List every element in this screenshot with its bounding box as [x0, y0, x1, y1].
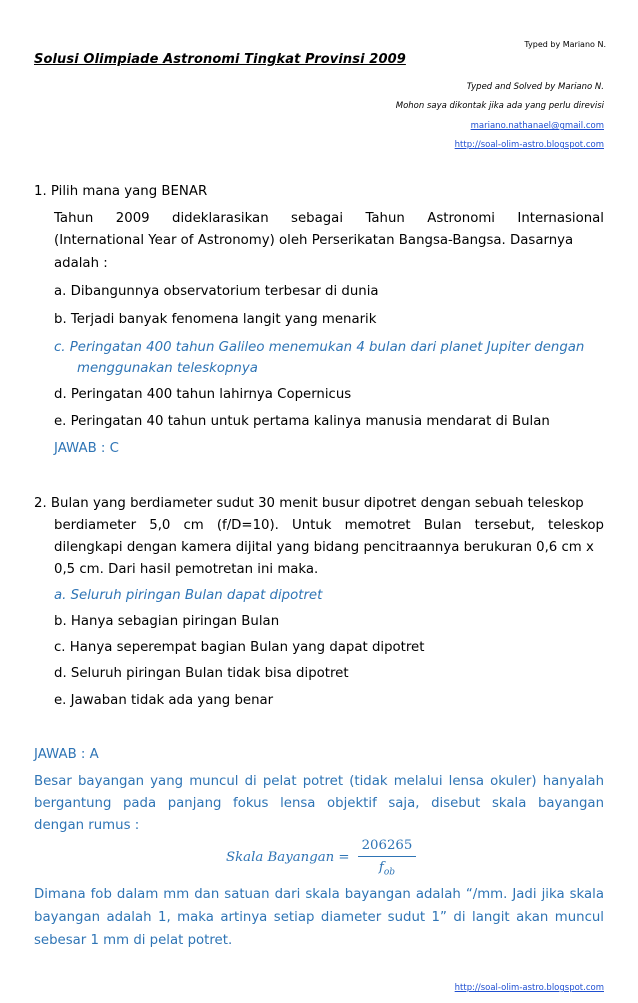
website-link[interactable]: http://soal-olim-astro.blogspot.com [454, 140, 604, 150]
q1-option-d: d. Peringatan 400 tahun lahirnya Copernicus [54, 387, 352, 402]
image-scale-formula [226, 838, 416, 878]
q1-stem-line-2: (International Year of Astronomy) oleh Perserikatan Bangsa-Bangsa. Dasarnya [54, 233, 574, 248]
q2-option-b: b. Hanya sebagian piringan Bulan [54, 614, 280, 629]
q2-explanation-line-2: bergantung pada panjang fokus lensa objektif saja, disebut skala bayangan [34, 796, 604, 811]
q2-stem-line-2: berdiameter 5,0 cm (f/D=10). Untuk memotret Bulan tersebut, teleskop [54, 518, 604, 533]
q1-option-c-line-2: menggunakan teleskopnya [77, 361, 258, 376]
q2-explanation-line-6: sebesar 1 mm di pelat potret. [34, 933, 233, 948]
formula-denominator-subscript: ob [383, 867, 396, 878]
q2-option-e: e. Jawaban tidak ada yang benar [54, 693, 274, 708]
formula-denominator [379, 857, 395, 878]
q2-option-c: c. Hanya seperempat bagian Bulan yang dapat dipotret [54, 640, 425, 655]
q1-option-a: a. Dibangunnya observatorium terbesar di dunia [54, 284, 379, 299]
q2-stem-line-3: dilengkapi dengan kamera dijital yang bidang pencitraannya berukuran 0,6 cm x [54, 540, 594, 555]
formula-numerator: 206265 [358, 838, 417, 857]
q2-option-a: a. Seluruh piringan Bulan dapat dipotret [54, 588, 323, 603]
q2-explanation-line-1: Besar bayangan yang muncul di pelat potret (tidak melalui lensa okuler) hanyalah [34, 774, 604, 789]
q1-answer: JAWAB : C [54, 441, 119, 456]
q2-stem-line-4: 0,5 cm. Dari hasil pemotretan ini maka. [54, 562, 319, 577]
q1-heading: 1. Pilih mana yang BENAR [34, 184, 208, 199]
q2-option-d: d. Seluruh piringan Bulan tidak bisa dipotret [54, 666, 349, 681]
q1-option-b: b. Terjadi banyak fenomena langit yang menarik [54, 312, 377, 327]
q1-stem-line-3: adalah : [54, 256, 108, 271]
revision-note: Mohon saya dikontak jika ada yang perlu direvisi [395, 101, 604, 111]
footer-website-link[interactable]: http://soal-olim-astro.blogspot.com [454, 983, 604, 993]
q2-explanation-line-5: bayangan adalah 1, maka artinya setiap diameter sudut 1” di langit akan muncul [34, 910, 604, 925]
q2-answer: JAWAB : A [34, 747, 99, 762]
q1-option-c-line-1: c. Peringatan 400 tahun Galileo menemukan 4 bulan dari planet Jupiter dengan [54, 340, 585, 355]
q1-stem-line-1: Tahun 2009 dideklarasikan sebagai Tahun Astronomi Internasional [54, 211, 604, 226]
q1-option-e: e. Peringatan 40 tahun untuk pertama kalinya manusia mendarat di Bulan [54, 414, 550, 429]
author-line: Typed and Solved by Mariano N. [466, 82, 604, 92]
q2-explanation-line-3: dengan rumus : [34, 818, 140, 833]
q2-explanation-line-4: Dimana fob dalam mm dan satuan dari skala bayangan adalah “/mm. Jadi jika skala [34, 887, 604, 902]
document-title: Solusi Olimpiade Astronomi Tingkat Provinsi 2009 [34, 52, 406, 67]
typed-by-note: Typed by Mariano N. [524, 40, 606, 49]
formula-denominator-symbol: f [378, 860, 384, 875]
q2-stem-line-1: 2. Bulan yang berdiameter sudut 30 menit busur dipotret dengan sebuah teleskop [34, 496, 584, 511]
formula-lhs: Skala Bayangan = [226, 850, 350, 866]
email-link[interactable]: mariano.nathanael@gmail.com [470, 121, 604, 131]
formula-fraction [358, 838, 417, 878]
